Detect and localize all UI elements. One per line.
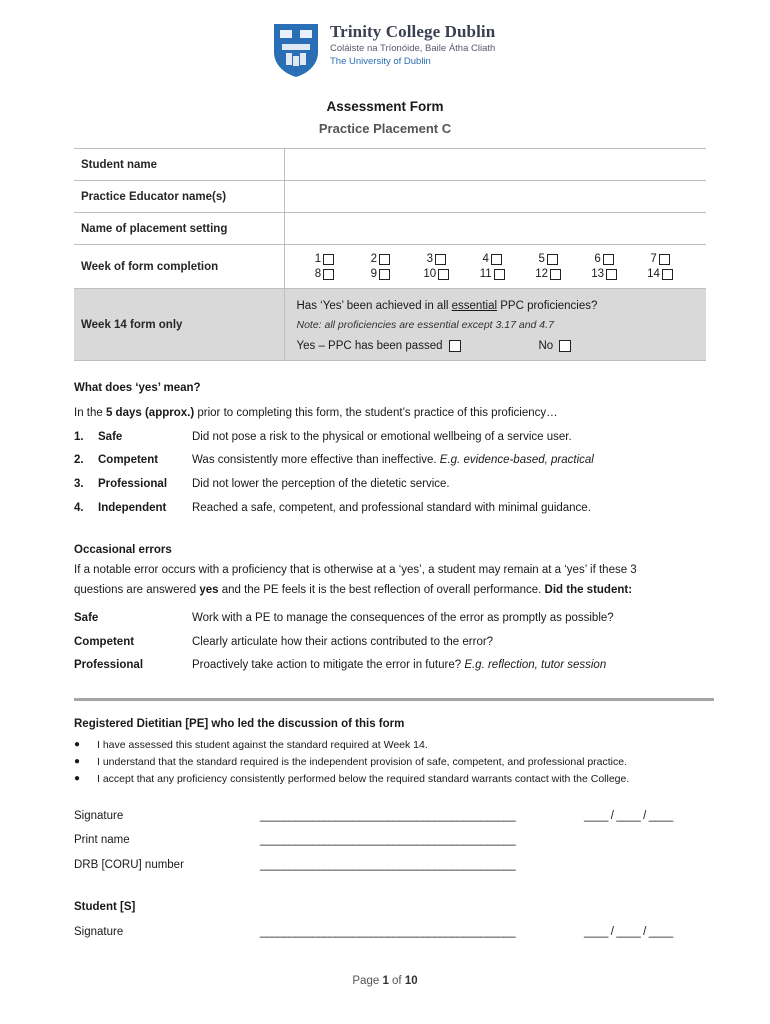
item-description: Reached a safe, competent, and professional standard with minimal guidance. bbox=[192, 502, 591, 514]
week-number: 9 bbox=[370, 268, 378, 280]
item-term: Independent bbox=[98, 502, 167, 514]
week-number: 7 bbox=[650, 253, 657, 265]
week-number: 3 bbox=[426, 253, 434, 265]
list-item bbox=[74, 636, 714, 648]
list-item bbox=[74, 756, 714, 768]
details-table bbox=[74, 148, 706, 361]
week-option bbox=[464, 268, 520, 280]
week-checkbox[interactable] bbox=[323, 269, 334, 280]
item-term: Safe bbox=[74, 612, 99, 624]
student-date-field[interactable]: ____ / ____ / ____ bbox=[584, 926, 673, 938]
week-option bbox=[297, 253, 353, 265]
item-term: Competent bbox=[98, 454, 159, 466]
week14-label: Week 14 form only bbox=[74, 289, 284, 361]
week-number: 8 bbox=[314, 268, 322, 280]
org-name-irish: Coláiste na Tríonóide, Baile Átha Cliath bbox=[330, 43, 496, 54]
week-checkbox[interactable] bbox=[494, 269, 505, 280]
week-checkbox[interactable] bbox=[379, 254, 390, 265]
week-checkbox[interactable] bbox=[662, 269, 673, 280]
list-item bbox=[74, 659, 714, 671]
list-item bbox=[74, 773, 714, 785]
week-number: 11 bbox=[479, 268, 492, 280]
setting-field[interactable] bbox=[284, 213, 706, 245]
item-number: 2. bbox=[74, 454, 84, 466]
week-selector bbox=[284, 245, 706, 289]
bullet-icon: ● bbox=[74, 756, 81, 767]
week-checkbox[interactable] bbox=[435, 254, 446, 265]
week14-cell bbox=[284, 289, 706, 361]
list-item bbox=[74, 478, 714, 490]
item-number: 1. bbox=[74, 431, 84, 443]
list-item bbox=[74, 502, 714, 514]
week-checkbox[interactable] bbox=[438, 269, 449, 280]
week-checkbox[interactable] bbox=[547, 254, 558, 265]
table-row bbox=[74, 213, 706, 245]
student-heading: Student [S] bbox=[74, 901, 136, 913]
bullet-icon: ● bbox=[74, 739, 81, 750]
item-description: Proactively take action to mitigate the error in future? E.g. reflection, tutor session bbox=[192, 659, 607, 671]
crest-icon bbox=[272, 22, 320, 78]
student-name-field[interactable] bbox=[284, 149, 706, 181]
list-item bbox=[74, 612, 714, 624]
week-option bbox=[520, 268, 576, 280]
table-row bbox=[74, 149, 706, 181]
week-checkbox[interactable] bbox=[606, 269, 617, 280]
item-term: Competent bbox=[74, 636, 135, 648]
week-checkbox[interactable] bbox=[603, 254, 614, 265]
week-number: 10 bbox=[423, 268, 437, 280]
student-signature-label: Signature bbox=[74, 926, 124, 938]
week-number: 6 bbox=[594, 253, 601, 265]
week-option bbox=[464, 253, 520, 265]
bullet-text: I accept that any proficiency consistently performed below the required standard warrants contact with the College. bbox=[97, 773, 630, 785]
week14-question: Has ‘Yes’ been achieved in all essential PPC proficiencies? bbox=[296, 299, 598, 312]
section-divider bbox=[74, 698, 714, 701]
form-subtitle: Practice Placement C bbox=[318, 121, 452, 136]
week-number: 13 bbox=[591, 268, 604, 280]
table-row bbox=[74, 289, 706, 361]
table-row bbox=[74, 245, 706, 289]
week-option bbox=[576, 268, 632, 280]
list-item bbox=[74, 431, 714, 443]
week-number: 12 bbox=[535, 268, 549, 280]
pe-drb-field[interactable]: ____________________________________________ bbox=[260, 859, 516, 871]
table-row bbox=[74, 181, 706, 213]
item-term: Professional bbox=[98, 478, 168, 490]
student-signature-field[interactable]: ____________________________________________ bbox=[260, 926, 516, 938]
bullet-text: I have assessed this student against the standard required at Week 14. bbox=[97, 739, 428, 751]
week-number: 5 bbox=[538, 253, 545, 265]
week-option bbox=[297, 268, 353, 280]
student-name-label: Student name bbox=[74, 149, 284, 181]
week-checkbox[interactable] bbox=[379, 269, 390, 280]
list-item bbox=[74, 739, 714, 751]
item-description: Did not lower the perception of the dietetic service. bbox=[192, 478, 450, 490]
week-number: 2 bbox=[370, 253, 378, 265]
pe-print-name-label: Print name bbox=[74, 834, 130, 846]
item-description: Clearly articulate how their actions contributed to the error? bbox=[192, 636, 494, 648]
yes-meaning-intro: In the 5 days (approx.) prior to completing this form, the student’s practice of this proficiency… bbox=[74, 407, 558, 419]
form-title: Assessment Form bbox=[326, 99, 444, 114]
item-number: 4. bbox=[74, 502, 84, 514]
educator-field[interactable] bbox=[284, 181, 706, 213]
week-checkbox[interactable] bbox=[491, 254, 502, 265]
pe-drb-label: DRB [CORU] number bbox=[74, 859, 184, 871]
week-option bbox=[632, 253, 688, 265]
week-option bbox=[576, 253, 632, 265]
bullet-icon: ● bbox=[74, 773, 81, 784]
week-option bbox=[520, 253, 576, 265]
yes-meaning-heading: What does ‘yes’ mean? bbox=[74, 382, 201, 394]
bullet-text: I understand that the standard required is the independent provision of safe, competent, and professional practice. bbox=[97, 756, 628, 768]
errors-para-line1: If a notable error occurs with a proficiency that is otherwise at a ‘yes’, a student may remain at a ‘yes’ if these 3 bbox=[74, 564, 637, 576]
pe-signature-label: Signature bbox=[74, 810, 124, 822]
week-option bbox=[352, 253, 408, 265]
week14-yes-label: Yes – PPC has been passed bbox=[296, 339, 443, 352]
pe-signature-field[interactable]: ____________________________________________ bbox=[260, 810, 516, 822]
week-option bbox=[632, 268, 688, 280]
item-term: Safe bbox=[98, 431, 123, 443]
item-description: Was consistently more effective than ineffective. E.g. evidence-based, practical bbox=[192, 454, 594, 466]
week14-yes-checkbox[interactable] bbox=[449, 340, 461, 352]
university-logo bbox=[272, 22, 495, 78]
item-description: Did not pose a risk to the physical or emotional wellbeing of a service user. bbox=[192, 431, 572, 443]
pe-print-name-field[interactable]: ____________________________________________ bbox=[260, 834, 516, 846]
errors-heading: Occasional errors bbox=[74, 544, 172, 556]
item-number: 3. bbox=[74, 478, 84, 490]
item-description: Work with a PE to manage the consequences of the error as promptly as possible? bbox=[192, 612, 614, 624]
org-tagline: The University of Dublin bbox=[330, 56, 431, 67]
week-checkbox[interactable] bbox=[323, 254, 334, 265]
week-label: Week of form completion bbox=[74, 245, 284, 289]
week-option bbox=[408, 253, 464, 265]
list-item bbox=[74, 454, 714, 466]
item-term: Professional bbox=[74, 659, 144, 671]
week14-no-label: No bbox=[538, 339, 554, 352]
errors-para-line2: questions are answered yes and the PE feels it is the best reflection of overall performance. Did the student: bbox=[74, 584, 633, 596]
educator-label: Practice Educator name(s) bbox=[74, 181, 284, 213]
page-footer: Page 1 of 10 bbox=[352, 975, 418, 987]
org-name: Trinity College Dublin bbox=[330, 22, 496, 41]
week14-note: Note: all proficiencies are essential except 3.17 and 4.7 bbox=[296, 318, 554, 331]
week14-no-checkbox[interactable] bbox=[559, 340, 571, 352]
week-number: 14 bbox=[647, 268, 660, 280]
week-option bbox=[352, 268, 408, 280]
setting-label: Name of placement setting bbox=[74, 213, 284, 245]
week-checkbox[interactable] bbox=[659, 254, 670, 265]
pe-heading: Registered Dietitian [PE] who led the discussion of this form bbox=[74, 718, 405, 730]
pe-date-field[interactable]: ____ / ____ / ____ bbox=[584, 810, 673, 822]
week-number: 1 bbox=[314, 253, 322, 265]
week-number: 4 bbox=[482, 253, 489, 265]
week-checkbox[interactable] bbox=[550, 269, 561, 280]
week-option bbox=[408, 268, 464, 280]
